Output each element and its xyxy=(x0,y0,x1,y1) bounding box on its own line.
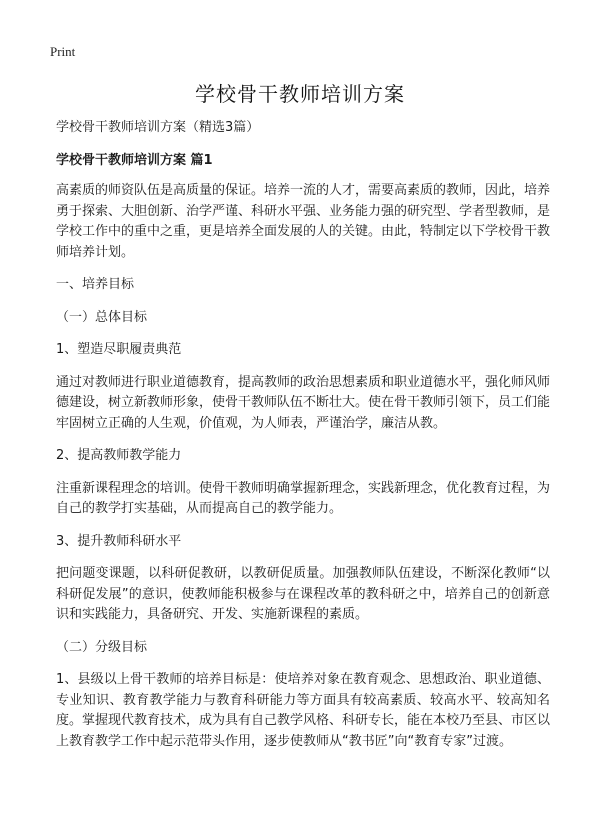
item-paragraph-3: 把问题变课题，以科研促教研，以教研促质量。加强教师队伍建设，不断深化教师“以科研促发展”的意识，使教师能积极参与在课程改革的教科研之中，培养自己的创新意识和实践能力，具备研究、开发、实施新课程的素质。 xyxy=(56,566,550,622)
item-heading-1: 1、塑造尽职履责典范 xyxy=(56,342,182,357)
intro-paragraph: 高素质的师资队伍是高质量的保证。培养一流的人才，需要高素质的教师，因此，培养勇于探索、大胆创新、治学严谨、科研水平强、业务能力强的研究型、学者型教师，是学校工作中的重中之重，更是培养全面发展的人的关键。由此，特制定以下学校骨干教师培养计划。 xyxy=(56,183,551,260)
item-paragraph-1: 通过对教师进行职业道德教育，提高教师的政治思想素质和职业道德水平，强化师风师德建设，树立新教师形象，使骨干教师队伍不断壮大。使在骨干教师引领下，员工们能牢固树立正确的人生观，价值观，为人师表，严谨治学，廉洁从教。 xyxy=(56,374,551,431)
level-paragraph-1: 1、县级以上骨干教师的培养目标是：使培养对象在教育观念、思想政治、职业道德、专业知识、教育教学能力与教育科研能力等方面具有较高素质、较高水平、较高知名度。掌握现代教育技术，成为具有自己教学风格、科研专长，能在本校乃至县、市区以上教育教学工作中起示范带头作用，逐步使教师从“教书匠”向“教育专家”过渡。 xyxy=(56,672,551,749)
chapter-heading: 学校骨干教师培训方案 篇1 xyxy=(56,152,213,168)
item-paragraph-2: 注重新课程理念的培训。使骨干教师明确掌握新理念，实践新理念，优化教育过程，为自己的教学打实基础，从而提高自己的教学能力。 xyxy=(56,480,551,516)
print-label: Print xyxy=(50,44,76,59)
item-heading-2: 2、提高教师教学能力 xyxy=(56,448,182,463)
page-title: 学校骨干教师培训方案 xyxy=(195,82,405,106)
subsection-heading-overall: （一）总体目标 xyxy=(56,309,148,325)
subsection-heading-levels: （二）分级目标 xyxy=(56,639,148,655)
document-subtitle: 学校骨干教师培训方案（精选3篇） xyxy=(56,120,260,135)
item-heading-3: 3、提升教师科研水平 xyxy=(56,533,182,549)
document-body xyxy=(56,118,550,764)
section-heading-goals: 一、培养目标 xyxy=(56,277,135,292)
